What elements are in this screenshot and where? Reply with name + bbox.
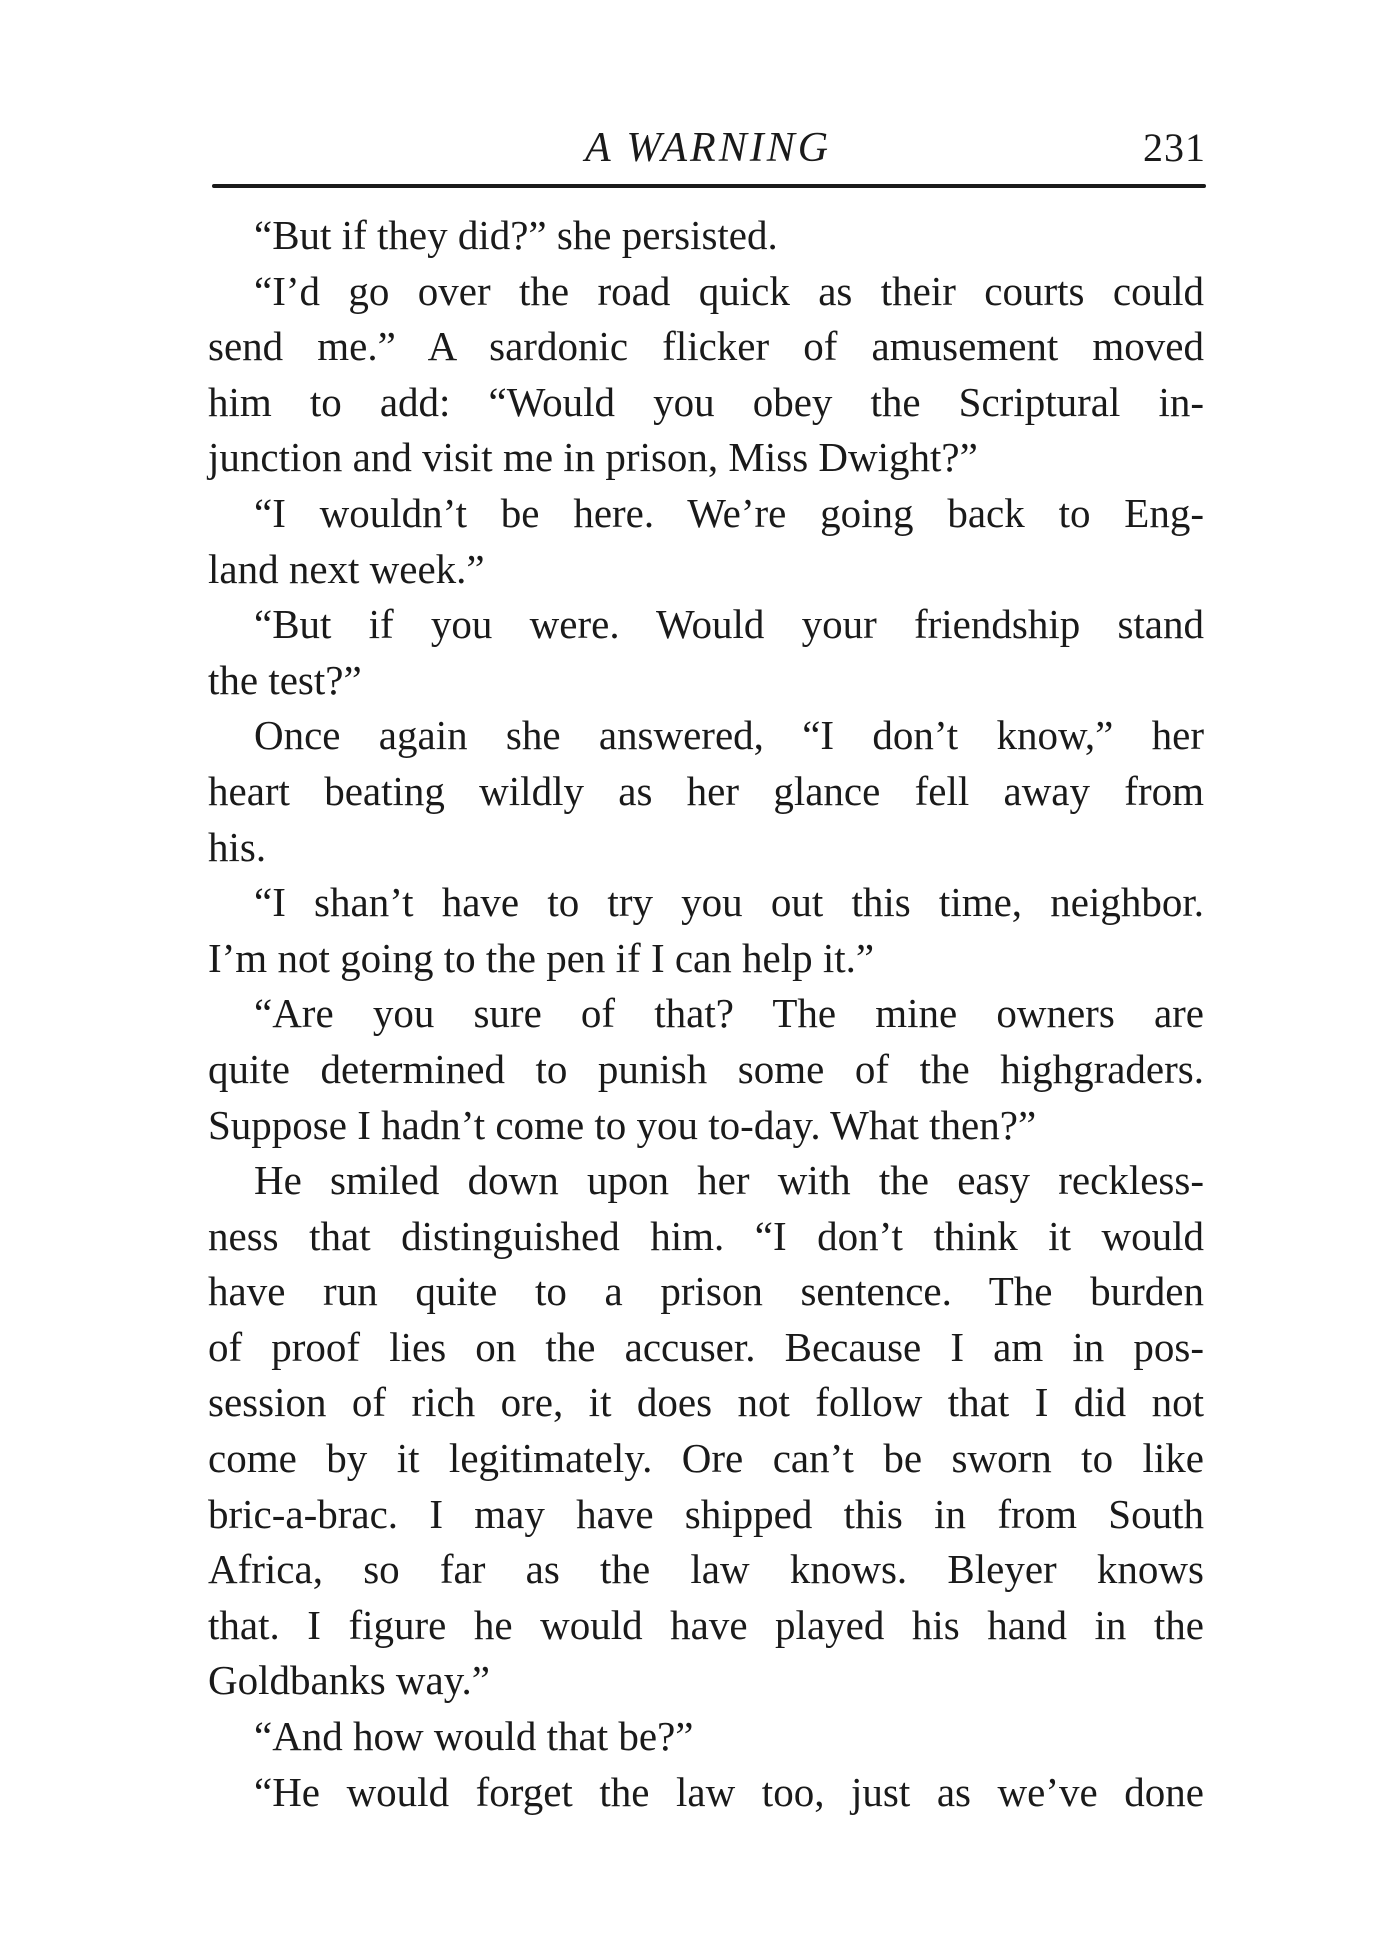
text-line: of proof lies on the accuser. Because I am in pos- [208, 1323, 1204, 1370]
text-line: “But if you were. Would your friendship stand [254, 601, 1204, 648]
text-line: junction and visit me in prison, Miss Dwight?” [208, 434, 978, 481]
chapter-title: A WARNING [584, 125, 832, 171]
text-line: land next week.” [208, 545, 485, 592]
text-line: I’m not going to the pen if I can help it.” [208, 934, 875, 981]
text-line: the test?” [208, 656, 362, 703]
running-head [210, 118, 1206, 178]
text-line: that. I figure he would have played his hand in the [208, 1601, 1204, 1648]
text-line: session of rich ore, it does not follow that I did not [208, 1379, 1204, 1426]
page-number: 231 [1143, 125, 1206, 170]
text-line: “I wouldn’t be here. We’re going back to Eng- [254, 489, 1204, 536]
header-rule [212, 184, 1206, 188]
text-line: “He would forget the law too, just as we’ve done [254, 1768, 1204, 1815]
text-line: send me.” A sardonic flicker of amusement moved [208, 323, 1204, 370]
text-line: “I shan’t have to try you out this time, neighbor. [254, 879, 1204, 926]
text-line: have run quite to a prison sentence. The burden [208, 1268, 1204, 1315]
text-line: heart beating wildly as her glance fell away from [208, 767, 1204, 814]
text-line: his. [208, 823, 267, 870]
text-line: ness that distinguished him. “I don’t think it would [208, 1212, 1204, 1259]
text-line: He smiled down upon her with the easy reckless- [254, 1157, 1204, 1204]
text-line: him to add: “Would you obey the Scriptural in- [208, 378, 1204, 425]
text-line: bric-a-brac. I may have shipped this in from South [208, 1490, 1204, 1537]
text-line: Suppose I hadn’t come to you to-day. What then?” [208, 1101, 1037, 1148]
text-line: “And how would that be?” [254, 1713, 694, 1760]
text-line: Africa, so far as the law knows. Bleyer knows [208, 1546, 1204, 1593]
text-line: Goldbanks way.” [208, 1657, 490, 1704]
text-line: Once again she answered, “I don’t know,” her [254, 712, 1204, 759]
text-line: “Are you sure of that? The mine owners are [254, 990, 1204, 1037]
text-line: “But if they did?” she persisted. [254, 212, 778, 258]
text-line: quite determined to punish some of the highgraders. [208, 1045, 1204, 1092]
text-line: “I’d go over the road quick as their courts could [254, 267, 1204, 314]
text-line: come by it legitimately. Ore can’t be sworn to like [208, 1435, 1204, 1482]
body-text [208, 208, 1204, 1820]
